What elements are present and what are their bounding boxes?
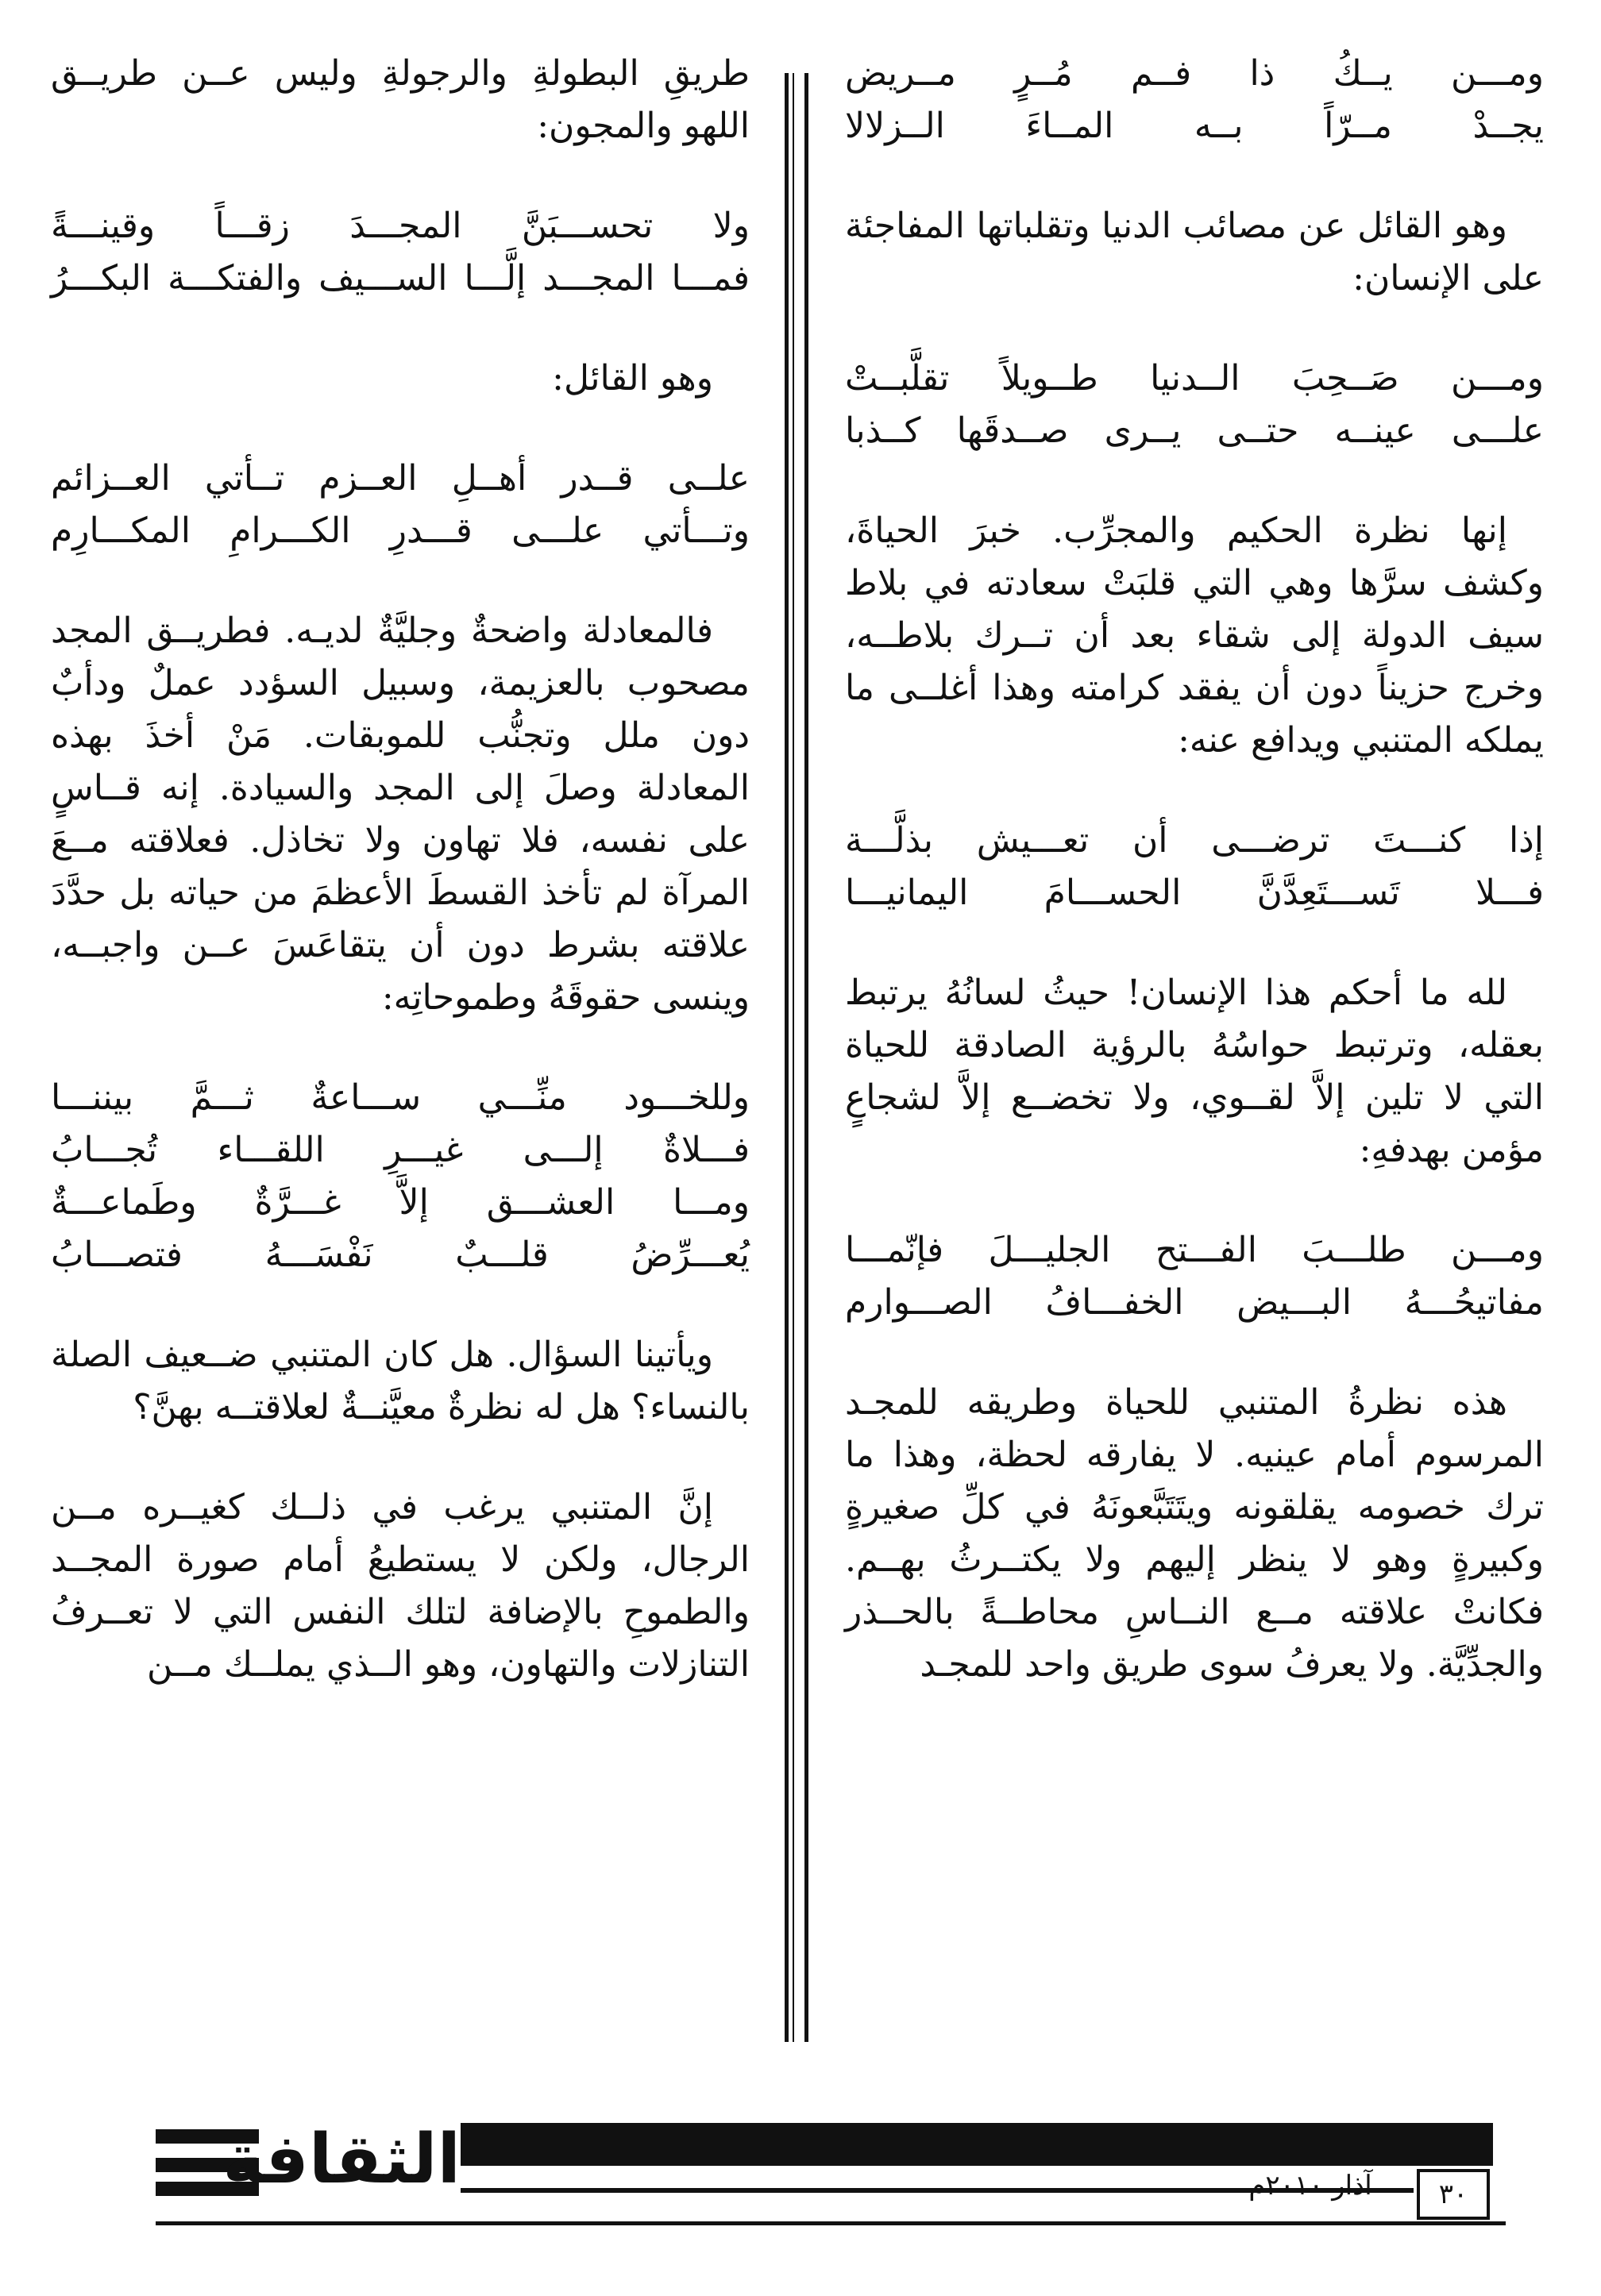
poem-verse [51,200,750,305]
column-divider [785,73,808,2042]
verse-line: إذا كنـــتَ ترضـــى أن تعـــيش بذلَّـــة [845,820,1544,861]
poem-verse [845,352,1544,457]
poem-verse [51,1072,750,1281]
body-paragraph: ويأتينا السؤال. هل كان المتنبي ضــعيف الصلة بالنساء؟ هل له نظرةٌ معيَّنــةٌ لعلاقتــه بهنَّ؟ [51,1335,750,1427]
poem-verse [845,48,1544,152]
poem-verse [51,453,750,557]
verse-line: يُعـــرِّضُ قلـــبٌ نَفْسَـــهُ فتصـــابُ [51,1235,750,1275]
body-paragraph: وهو القائل عن مصائب الدنيا وتقلباتها المفاجئة على الإنسان: [845,206,1544,299]
body-paragraph: هذه نظرةُ المتنبي للحياة وطريقه للمجـد المرسوم أمام عينيه. لا يفارقه لحظة، وهذا ما ترك خصومه يقلقونه ويتَتَبَّعونَهُ في كلِّ صغيرةٍ وكبيرةٍ وهو لا ينظر إليهم ولا يكتــرثُ بهــم. فكانتْ علاقته مــع النــاسِ محاطــةً بالحــذر والجدِّيَّة. ولا يعرفُ سوى طريق واحد للمجـد [845,1382,1544,1685]
verse-line: ولا تحســـبَنَّ المجـــدَ زقـــاً وقينـــةً [51,206,750,246]
verse-line: ومـــن يــكُ ذا فــم مُــرٍ مــريض [845,53,1544,94]
right-column [845,48,1544,1739]
body-paragraph: لله ما أحكم هذا الإنسان! حيثُ لسانُهُ يرتبط بعقله، وترتبط حواسُهُ بالرؤية الصادقة للحياة التي لا تلين إلاَّ لقــوي، ولا تخضــع إلاَّ لشجاعٍ مؤمن بهدفهِ: [845,973,1544,1170]
footer-black-band [461,2123,1493,2166]
verse-line: مفاتيحُـــهُ البـــيض الخفـــافُ الصـــوارم [845,1282,1544,1323]
poem-verse [845,1224,1544,1329]
body-paragraph: وهو القائل: [552,358,713,399]
verse-line: وللخـــود منِّـــي ســـاعةٌ ثـــمَّ بيننـــا [51,1077,750,1118]
poem-verse [845,815,1544,919]
verse-line: وتـــأتي علـــى قـــدرِ الكـــرامِ المكـــارِم [51,510,750,551]
body-paragraph: طريقِ البطولةِ والرجولةِ وليس عــن طريــق اللهو والمجون: [51,53,750,146]
verse-line: ومـــن صَــحِبَ الــدنيا طــويلاً تقلَّبــتْ [845,358,1544,399]
body-paragraph: إنها نظرة الحكيم والمجرِّب. خبرَ الحياةَ، وكشف سرَّها وهي التي قلبَتْ سعادته في بلاط سيف الدولة إلى شقاء بعد أن تــرك بلاطــه، وخرج حزيناً دون أن يفقد كرامته وهذا أغلــى ما يملكه المتنبي ويدافع عنه: [845,510,1545,761]
body-paragraph: فالمعادلة واضحةٌ وجليَّةٌ لديـه. فطريــق المجد مصحوب بالعزيمة، وسبيل السؤدد عملٌ ودأبٌ دون ملل وتجنُّب للموبقات. مَنْ أخذَ بهذه المعادلة وصلَ إلى المجد والسيادة. إنه قــاسٍ على نفسه، فلا تهاون ولا تخاذل. فعلاقته مــعَ المرآة لم تأخذ القسطَ الأعظمَ من حياته بل حدَّدَ علاقته بشرط دون أن يتقاعَسَ عــن واجبــه، وينسى حقوقَهُ وطموحاتِه: [51,611,750,1018]
footer-bottom-rule [156,2221,1506,2225]
issue-date: آذار ٢٠١٠م [1248,2170,1372,2202]
verse-line: علـــى عينــه حتــى يــرى صــدقَها كــذبا [845,410,1544,451]
verse-line: فـــلا تَســـتَعِدَّنَّ الحســـامَ اليمانيـــا [845,873,1544,913]
verse-line: ومـــا العشـــق إلاَّ غـــرَّةٌ وطَماعـــةٌ [51,1182,750,1223]
verse-line: علــى قــدر أهــلِ العــزم تــأتي العــزائم [51,458,750,499]
magazine-logo: الثقافة [222,2120,461,2199]
verse-line: فمـــا المجـــد إلَّـــا الســـيف والفتكـــة البكـــرُ [51,258,750,299]
page-number: ٣٠ [1417,2169,1490,2220]
page-footer [0,2112,1601,2239]
body-paragraph: إنَّ المتنبي يرغب في ذلــك كغيــره مــن الرجال، ولكن لا يستطيعُ أمام صورة المجــد والطموحِ بالإضافة لتلك النفس التي لا تعــرفُ التنازلات والتهاون، وهو الــذي يملــك مــن [51,1487,750,1685]
verse-line: يجــدْ مــرّاً بــه المــاءَ الــزلالا [845,106,1544,146]
verse-line: ومـــن طلـــبَ الفـــتح الجليـــلَ فإنّمـــا [845,1230,1544,1270]
left-column [51,48,750,1739]
verse-line: فـــلاةٌ إلـــى غيـــرِ اللقـــاء تُجـــابُ [51,1130,750,1170]
